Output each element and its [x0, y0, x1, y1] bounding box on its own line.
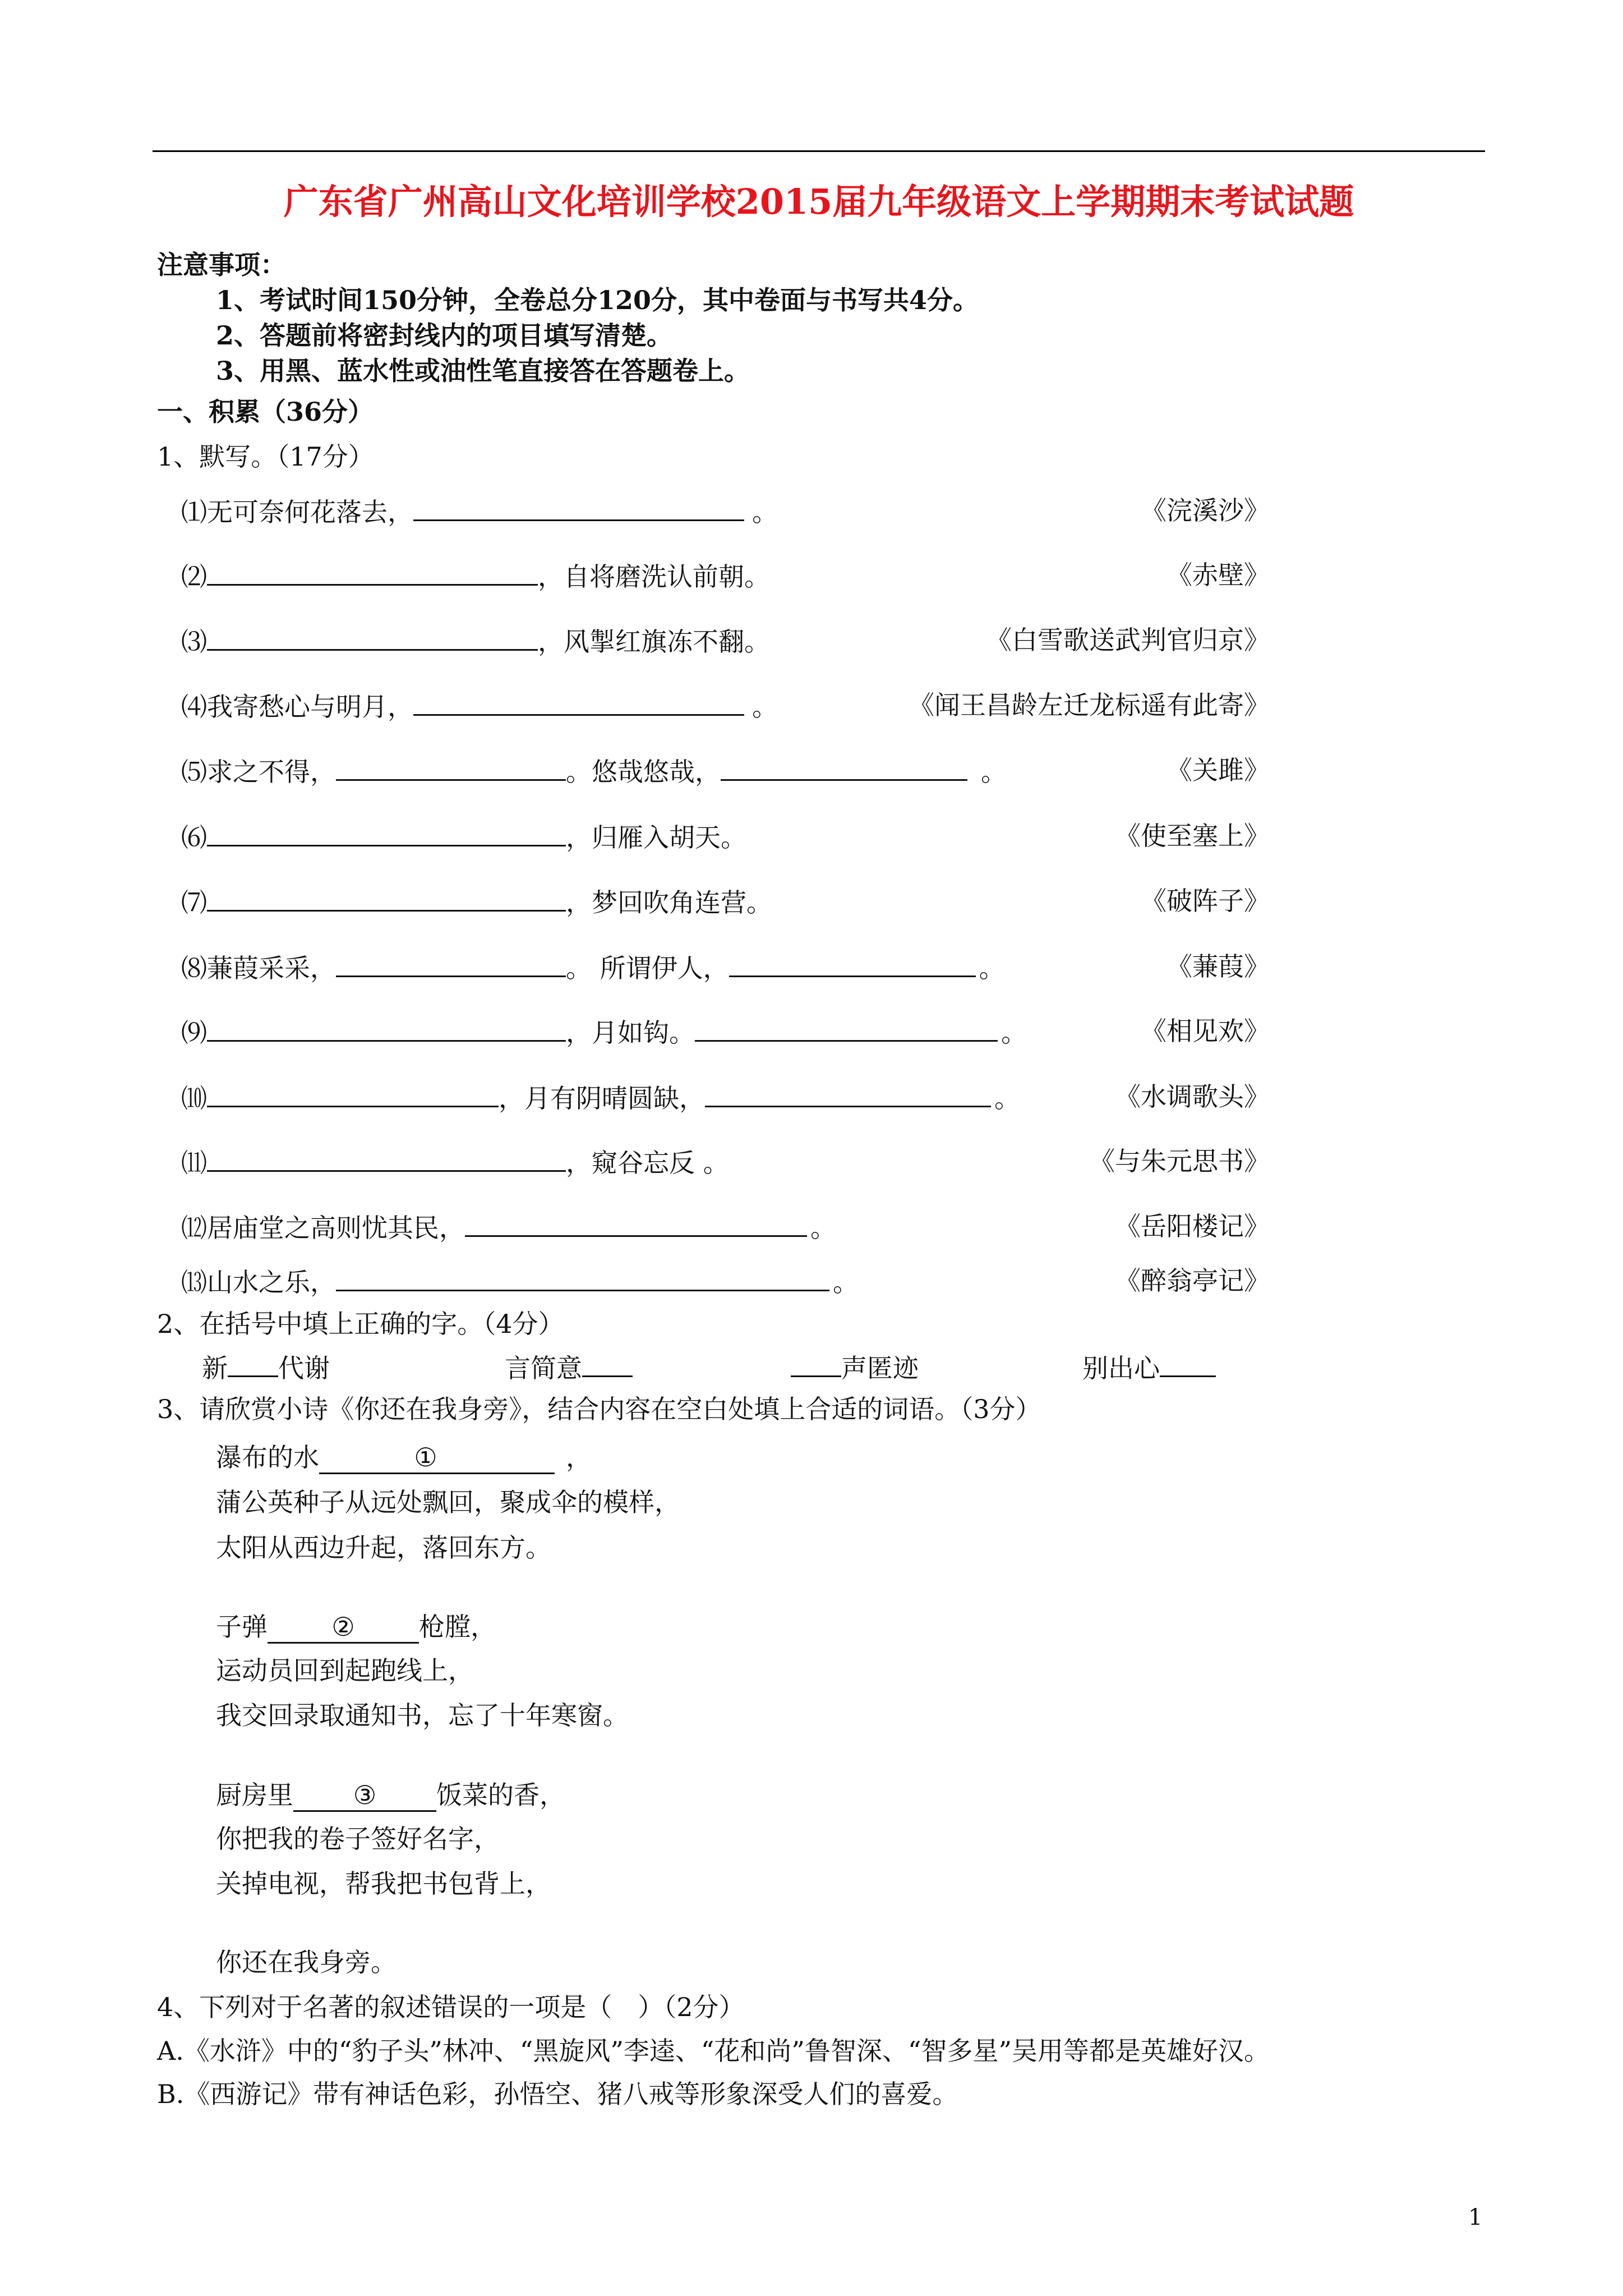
- answer-blank[interactable]: [207, 1080, 499, 1107]
- source-title-9: 《相见欢》: [1141, 1016, 1270, 1046]
- dictation-row-1: ⑴无可奈何花落去， 。: [181, 494, 778, 529]
- question-1-label: 1、默写。（17分）: [157, 441, 374, 472]
- source-title-11: 《与朱元思书》: [1089, 1146, 1270, 1176]
- answer-blank[interactable]: [413, 688, 744, 716]
- dictation-row-8: ⑻蒹葭采采， 。 所谓伊人， 。: [181, 950, 1005, 985]
- answer-blank[interactable]: [729, 950, 976, 977]
- dictation-row-7: ⑺ ，梦回吹角连营。: [181, 884, 772, 919]
- source-title-1: 《浣溪沙》: [1141, 495, 1270, 526]
- option-a[interactable]: A.《水浒》中的“豹子头”林冲、“黑旋风”李逵、“花和尚”鲁智深、“智多星”吴用等都是英雄好汉。: [157, 2036, 1270, 2066]
- q2-item-2: 言简意: [505, 1350, 633, 1385]
- question-4-label: 4、下列对于名著的叙述错误的一项是（ ）（2分）: [157, 1992, 745, 2022]
- answer-blank[interactable]: [465, 1209, 807, 1237]
- poem-line: 你把我的卷子签好名字，: [216, 1824, 500, 1854]
- answer-blank-2[interactable]: ②: [268, 1612, 419, 1644]
- answer-blank[interactable]: [705, 1080, 991, 1107]
- answer-blank[interactable]: [228, 1350, 278, 1377]
- section-heading: 一、积累（36分）: [157, 397, 374, 427]
- answer-blank[interactable]: [336, 753, 566, 781]
- answer-blank[interactable]: [582, 1350, 633, 1377]
- page-title: 广东省广州高山文化培训学校2015届九年级语文上学期期末考试试题: [283, 181, 1354, 222]
- notice-item-1: 1、考试时间150分钟，全卷总分120分，其中卷面与书写共4分。: [216, 285, 979, 315]
- poem-line: 运动员回到起跑线上，: [216, 1655, 474, 1686]
- dictation-row-9: ⑼ ，月如钩。 。: [181, 1014, 1027, 1050]
- dictation-row-13: ⒀山水之乐， 。: [181, 1264, 859, 1299]
- dictation-row-11: ⑾ ，窥谷忘反 。: [181, 1144, 729, 1180]
- question-3-label: 3、请欣赏小诗《你还在我身旁》，结合内容在空白处填上合适的词语。（3分）: [157, 1394, 1041, 1424]
- notice-item-2: 2、答题前将密封线内的项目填写清楚。: [216, 320, 673, 351]
- source-title-13: 《醉翁亭记》: [1115, 1266, 1270, 1296]
- question-2-label: 2、在括号中填上正确的字。（4分）: [157, 1309, 564, 1339]
- answer-blank[interactable]: [413, 494, 744, 521]
- source-title-3: 《白雪歌送武判官归京》: [986, 625, 1270, 655]
- answer-blank[interactable]: [207, 819, 566, 846]
- dictation-row-10: ⑽ ，月有阴晴圆缺， 。: [181, 1080, 1020, 1115]
- source-title-12: 《岳阳楼记》: [1115, 1211, 1270, 1241]
- answer-blank[interactable]: [336, 950, 566, 977]
- answer-blank[interactable]: [695, 1014, 998, 1042]
- option-b[interactable]: B.《西游记》带有神话色彩，孙悟空、猪八戒等形象深受人们的喜爱。: [157, 2079, 958, 2109]
- poem-line: 蒲公英种子从远处飘回，聚成伞的模样，: [216, 1487, 680, 1517]
- answer-blank[interactable]: [721, 753, 967, 781]
- poem-line: 子弹 ② 枪膛，: [216, 1610, 496, 1644]
- dictation-row-12: ⑿居庙堂之高则忧其民， 。: [181, 1209, 836, 1245]
- answer-blank[interactable]: [1160, 1350, 1216, 1377]
- poem-line: 关掉电视，帮我把书包背上，: [216, 1869, 551, 1899]
- answer-blank-3[interactable]: ③: [293, 1780, 436, 1812]
- dictation-row-6: ⑹ ，归雁入胡天。: [181, 819, 746, 854]
- answer-blank[interactable]: [207, 623, 538, 651]
- answer-blank-1[interactable]: ①: [319, 1442, 555, 1474]
- answer-blank[interactable]: [791, 1350, 841, 1377]
- q2-item-3: 声匿迹: [791, 1350, 919, 1385]
- q2-item-4: 别出心: [1082, 1350, 1216, 1385]
- source-title-5: 《关雎》: [1166, 755, 1270, 785]
- source-title-4: 《闻王昌龄左迁龙标遥有此寄》: [909, 690, 1270, 720]
- poem-line: 厨房里 ③ 饭菜的香，: [216, 1778, 565, 1812]
- dictation-row-4: ⑷我寄愁心与明月， 。: [181, 688, 778, 724]
- source-title-6: 《使至塞上》: [1115, 821, 1270, 851]
- source-title-7: 《破阵子》: [1141, 886, 1270, 916]
- notice-item-3: 3、用黑、蓝水性或油性笔直接答在答题卷上。: [216, 356, 750, 386]
- source-title-8: 《蒹葭》: [1166, 951, 1270, 982]
- answer-blank[interactable]: [207, 884, 566, 912]
- answer-blank[interactable]: [207, 558, 538, 586]
- poem-line: 瀑布的水 ① ，: [216, 1441, 592, 1474]
- dictation-row-3: ⑶ ，风掣红旗冻不翻。: [181, 623, 770, 659]
- answer-blank[interactable]: [336, 1264, 829, 1291]
- q2-item-1: 新 代谢: [202, 1350, 330, 1385]
- answer-blank[interactable]: [207, 1014, 566, 1042]
- dictation-row-5: ⑸求之不得， 。悠哉悠哉， 。: [181, 753, 1007, 789]
- header-rule: [153, 150, 1485, 152]
- answer-blank[interactable]: [207, 1144, 566, 1172]
- page-number: 1: [1468, 2205, 1483, 2230]
- source-title-10: 《水调歌头》: [1115, 1082, 1270, 1112]
- poem-line: 太阳从西边升起，落回东方。: [216, 1533, 551, 1563]
- dictation-row-2: ⑵ ，自将磨洗认前朝。: [181, 558, 770, 593]
- notice-heading: 注意事项：: [157, 250, 286, 280]
- poem-line: 我交回录取通知书，忘了十年寒窗。: [216, 1700, 629, 1731]
- poem-closing: 你还在我身旁。: [216, 1947, 396, 1977]
- source-title-2: 《赤壁》: [1166, 560, 1270, 590]
